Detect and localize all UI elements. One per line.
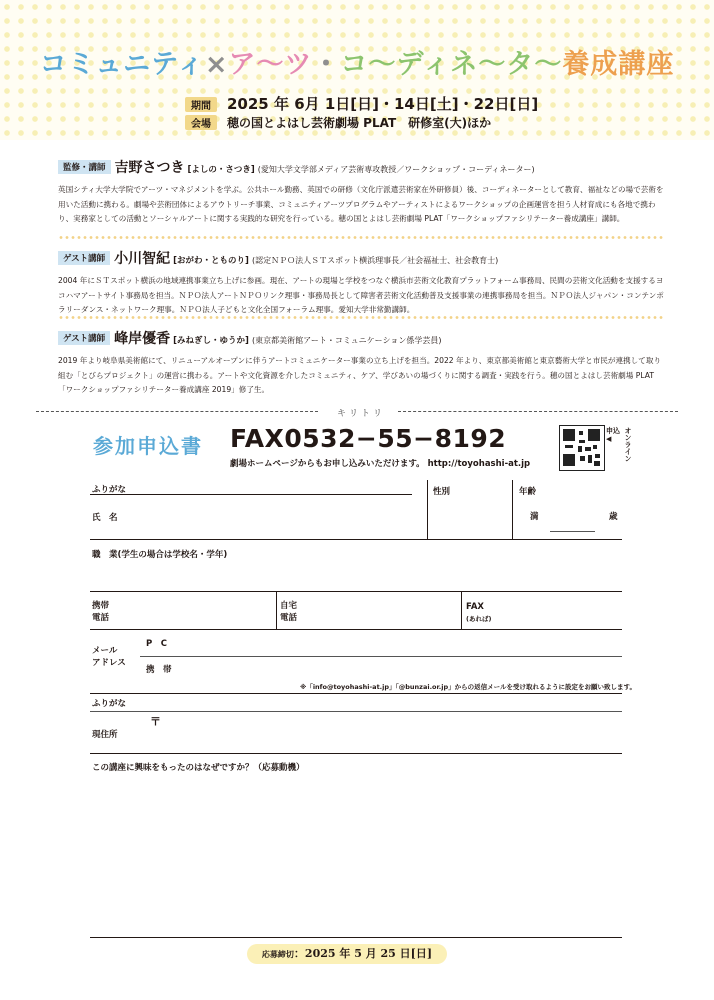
- mail-label-b: アドレス: [92, 658, 126, 668]
- furigana2-label: ふりがな: [92, 699, 127, 709]
- home-label-b: 電話: [280, 613, 298, 623]
- title-part-coordinator: コ〜ディネ〜タ〜: [340, 49, 563, 80]
- home-label-a: 自宅: [280, 601, 298, 611]
- pc-mail-label: P C: [146, 639, 167, 649]
- pc-mail-input-line[interactable]: [140, 656, 622, 657]
- lecturer-role: ゲスト講師: [58, 331, 110, 345]
- dotted-divider: [58, 316, 664, 319]
- lecturer-name: 小川智紀: [114, 251, 171, 267]
- col-line: [276, 591, 277, 629]
- title-part-course: 養成講座: [562, 49, 675, 80]
- age-prefix: 満: [530, 512, 539, 522]
- venue-text: 穂の国とよはし芸術劇場 PLAT 研修室(大)ほか: [227, 116, 492, 130]
- mail-label: [92, 645, 126, 669]
- lecturer-name: 吉野さつき: [114, 160, 185, 176]
- mobile-label-a: 携帯: [92, 601, 110, 611]
- form-bottom-line: [90, 937, 622, 938]
- lecturer-block: [58, 157, 664, 227]
- postal-mark: 〒: [150, 715, 161, 728]
- fax-number: FAX0532−55−8192: [230, 424, 507, 453]
- mobile-label: [92, 600, 109, 624]
- motive-label: この講座に興味をもったのはなぜですか？（応募動機）: [92, 763, 305, 773]
- cut-dash-left: [36, 411, 318, 412]
- col-line: [427, 480, 428, 539]
- lecturer-affiliation: (認定ＮＰＯ法人ＳＴスポット横浜理事長／社会福祉士、社会教育士): [251, 256, 499, 265]
- row-line: [90, 629, 622, 630]
- age-unit: 歳: [609, 512, 618, 522]
- fax-label-b: (あれば): [466, 615, 492, 623]
- online-label-a: 申込: [606, 427, 620, 435]
- period-label: 期間: [185, 97, 217, 112]
- mail-label-a: メール: [92, 646, 118, 656]
- col-line: [512, 480, 513, 539]
- furigana-label: ふりがな: [92, 485, 127, 495]
- title-part-arts: ア〜ツ: [228, 49, 313, 80]
- lecturer-role: 監修・講師: [58, 160, 111, 174]
- period-row: [185, 93, 538, 114]
- address-label: 現住所: [92, 730, 118, 740]
- lecturer-block: [58, 328, 664, 398]
- lecturer-affiliation: (愛知大学文学部メディア芸術専攻教授／ワークショップ・コーディネーター): [257, 165, 535, 174]
- lecturer-name: 峰岸優香: [114, 331, 171, 347]
- lecturer-kana: [おがわ・とものり]: [173, 256, 249, 266]
- fax-label-a: FAX: [466, 602, 484, 612]
- lecturer-block: [58, 248, 664, 318]
- row-line: [90, 693, 622, 694]
- deadline-badge: 応募締切：2025 年 5 月 25 日[日]: [247, 944, 447, 964]
- lecturer-heading: [58, 248, 664, 268]
- mobile-mail-label: 携 帯: [146, 665, 172, 675]
- mobile-label-b: 電話: [92, 613, 110, 623]
- age-input-line[interactable]: [550, 531, 595, 532]
- online-label-b: オンライン: [624, 427, 632, 462]
- fax-field-label: [466, 601, 491, 625]
- col-line: [461, 591, 462, 629]
- lecturer-kana: [みねぎし・ゆうか]: [173, 336, 249, 346]
- venue-label: 会場: [185, 115, 217, 130]
- name-label: 氏 名: [92, 513, 118, 523]
- gender-label: 性別: [433, 487, 451, 497]
- lecturer-bio: 英国シティ大学大学院でアーツ・マネジメントを学ぶ。公共ホール勤務、英国での研修（文化庁派遣芸術家在外研修員）後、コーディネーターとして教育、福祉などの場で芸術を用いた活動に携わる。劇場や芸術団体によるアウトリーチ事業、コミュニティアーツプログラムやアーティストによるワークショップの企画運営を担う人材育成にも各地で携わり、実務家としての活動とソーシャルアートに関する実践的な研究を行っている。穂の国とよはし芸術劇場 PLAT「ワークショップファシリテーター養成講座」講師。: [58, 185, 664, 223]
- age-label: 年齢: [519, 487, 537, 497]
- row-line: [90, 753, 622, 754]
- title-cross: ×: [204, 49, 229, 80]
- period-text: 2025 年 6月 1日[日]・14日[土]・22日[日]: [227, 95, 539, 113]
- lecturer-bio: 2019 年より岐阜県美術館にて、リニューアルオープンに伴うアートコミュニケーター事業の立ち上げを担当。2022 年より、東京都美術館と東京藝術大学と市民が連携して取り組む「とびらプロジェクト」の運営に携わる。アートや文化資源を介したコミュニティ、ケア、学びあいの場づくりに関する調査・実践を行う。穂の国とよはし芸術劇場 PLAT「ワークショップファシリテーター養成講座 2019」修了生。: [58, 356, 662, 394]
- header-banner: [0, 0, 714, 140]
- qr-code-icon[interactable]: [559, 425, 605, 471]
- deadline-label: 応募締切: [261, 949, 294, 959]
- lecturer-kana: [よしの・さつき]: [187, 165, 255, 175]
- row-line: [90, 591, 622, 592]
- deadline-text: 2025 年 5 月 25 日[日]: [304, 947, 433, 960]
- furigana-line: [90, 494, 412, 495]
- lecturer-bio: 2004 年にＳＴスポット横浜の地域連携事業立ち上げに参画。現在、アートの現場と学校をつなぐ横浜市芸術文化教育プラットフォーム事務局、民間の芸術文化活動を支援するヨコハマアートサイト事務局を担当。ＮＰＯ法人アートＮＰＯリンク理事・事務局長として障害者芸術文化活動普及支援事業の連携事務局を担当。ＮＰＯ法人ジャパン・コンテンポラリーダンス・ネットワーク理事。ＮＰＯ法人子どもと文化全国フォーラム理事。愛知大学非常勤講師。: [58, 276, 664, 314]
- row-line: [90, 539, 622, 540]
- furigana2-line: [90, 711, 622, 712]
- application-title: 参加申込書: [93, 434, 203, 458]
- title-part-community: コミュニティ: [39, 49, 205, 80]
- lecturer-affiliation: (東京都美術館アート・コミュニケーション係学芸員): [251, 336, 442, 345]
- cut-label: キリトリ: [336, 409, 385, 419]
- venue-row: [185, 114, 491, 131]
- dotted-divider: [58, 236, 664, 239]
- mail-note: ※「info@toyohashi-at.jp」「@bunzai.or.jp」からの返信メールを受け取れるように設定をお願い致します。: [300, 683, 636, 691]
- cut-dash-right: [398, 411, 678, 412]
- home-phone-label: [280, 600, 297, 624]
- lecturer-heading: [58, 328, 664, 348]
- web-note: 劇場ホームページからもお申し込みいただけます。 http://toyohashi-at.jp: [230, 459, 531, 469]
- lecturer-heading: [58, 157, 664, 177]
- cut-line: [36, 406, 678, 419]
- title-dot: ・: [312, 49, 341, 80]
- occupation-label: 職 業(学生の場合は学校名・学年): [92, 550, 228, 560]
- page-title: [0, 42, 714, 81]
- lecturer-role: ゲスト講師: [58, 251, 110, 265]
- arrow-left-icon: ◀: [606, 435, 612, 443]
